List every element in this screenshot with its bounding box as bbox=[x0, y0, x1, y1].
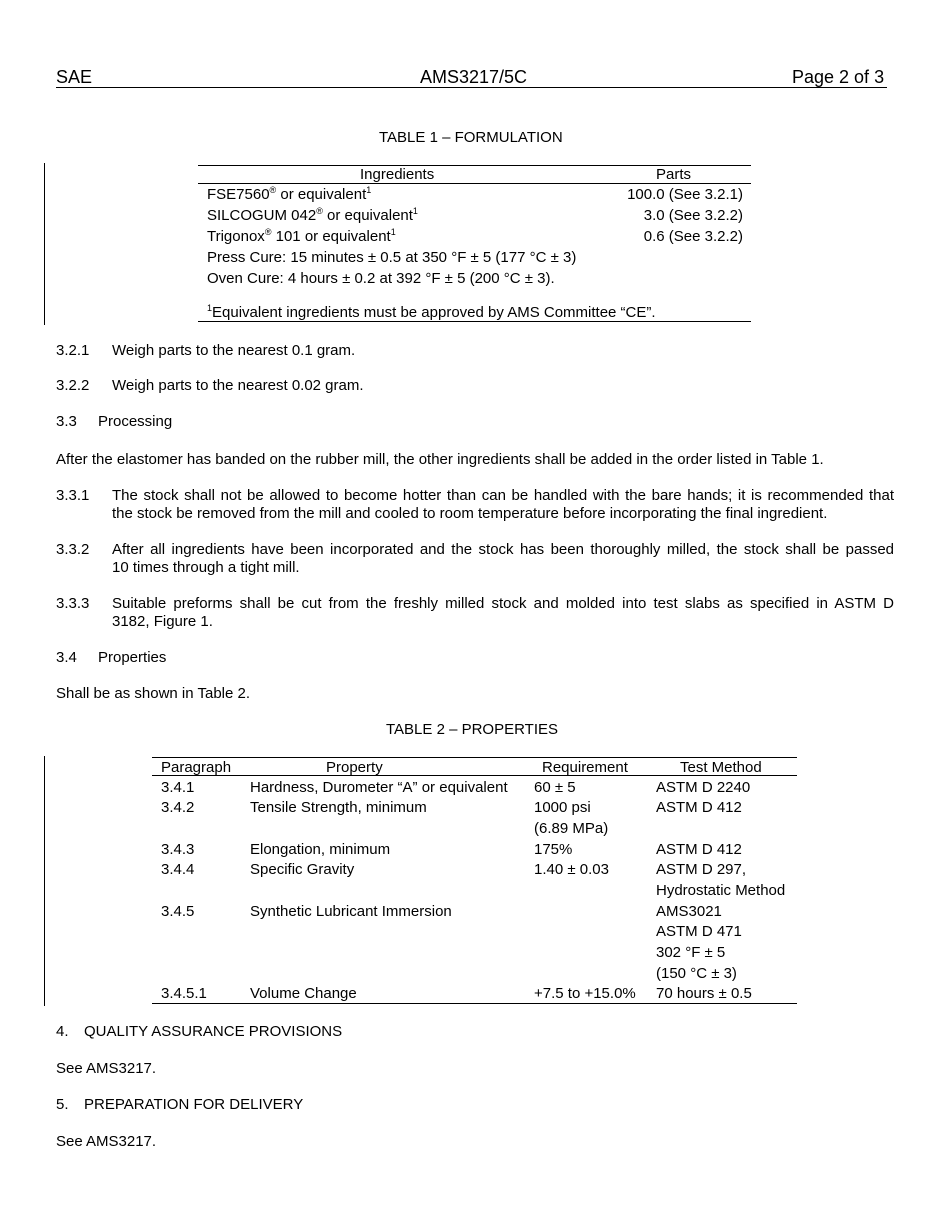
section-number: 3.3.2 bbox=[56, 541, 90, 558]
table1-header-ingredients: Ingredients bbox=[360, 166, 435, 183]
section-body: Shall be as shown in Table 2. bbox=[56, 685, 251, 702]
table1-row-ingredient: Trigonox® 101 or equivalent$^1$ bbox=[207, 227, 396, 245]
table2-cell-property: Hardness, Durometer “A” or equivalent bbox=[250, 779, 508, 796]
table2-cell-test-method: 302 °F ± 5 bbox=[656, 944, 726, 961]
table2-title: TABLE 2 – PROPERTIES bbox=[386, 721, 559, 738]
table2-cell-test-method: AMS3021 bbox=[656, 903, 722, 920]
table2-cell-paragraph: 3.4.4 bbox=[161, 861, 195, 878]
table2-header-rule bbox=[152, 775, 797, 776]
section-heading: Processing bbox=[98, 413, 173, 430]
table2-cell-property: Specific Gravity bbox=[250, 861, 355, 878]
table2-cell-test-method: ASTM D 412 bbox=[656, 799, 742, 816]
table2-cell-property: Tensile Strength, minimum bbox=[250, 799, 427, 816]
section-text-line: After all ingredients have been incorporated and the stock has been thoroughly milled, the stock shall be passed bbox=[112, 541, 894, 558]
header-page-number: Page 2 of 3 bbox=[792, 67, 885, 87]
section-body: After the elastomer has banded on the rubber mill, the other ingredients shall be added in the order listed in Table 1. bbox=[56, 451, 824, 468]
table1-footnote: $^1$Equivalent ingredients must be approved by AMS Committee “CE”. bbox=[207, 303, 656, 321]
table2-cell-requirement: 1.40 ± 0.03 bbox=[534, 861, 609, 878]
section-text-line: Suitable preforms shall be cut from the freshly milled stock and molded into test slabs as specified in ASTM D bbox=[112, 595, 894, 612]
table1-row-ingredient: SILCOGUM 042® or equivalent$^1$ bbox=[207, 206, 418, 224]
section-text: Weigh parts to the nearest 0.1 gram. bbox=[112, 342, 356, 359]
section-heading: PREPARATION FOR DELIVERY bbox=[84, 1096, 304, 1113]
table2-header-test-method: Test Method bbox=[680, 759, 762, 776]
table2-bottom-rule bbox=[152, 1003, 797, 1004]
section-number: 3.3 bbox=[56, 413, 77, 430]
header-rule bbox=[56, 87, 887, 88]
header-document-number: AMS3217/5C bbox=[420, 67, 528, 87]
table2-cell-test-method: (150 °C ± 3) bbox=[656, 965, 737, 982]
section-number: 3.2.2 bbox=[56, 377, 90, 394]
table1-header-parts: Parts bbox=[656, 166, 692, 183]
section-number: 5. bbox=[56, 1096, 69, 1113]
section-body: See AMS3217. bbox=[56, 1133, 157, 1150]
section-number: 3.3.3 bbox=[56, 595, 90, 612]
table1-press-cure: Press Cure: 15 minutes ± 0.5 at 350 °F ± 5 (177 °C ± 3) bbox=[207, 249, 577, 266]
section-number: 4. bbox=[56, 1023, 69, 1040]
change-bar-table1 bbox=[44, 163, 45, 325]
table1-oven-cure: Oven Cure: 4 hours ± 0.2 at 392 °F ± 5 (200 °C ± 3). bbox=[207, 270, 555, 287]
table2-cell-test-method: Hydrostatic Method bbox=[656, 882, 786, 899]
table1-row-parts: 3.0 (See 3.2.2) bbox=[643, 207, 743, 224]
section-number: 3.3.1 bbox=[56, 487, 90, 504]
table2-cell-test-method: 70 hours ± 0.5 bbox=[656, 985, 752, 1002]
table1-row-ingredient: FSE7560® or equivalent$^1$ bbox=[207, 185, 372, 203]
header-left: SAE bbox=[56, 67, 93, 87]
table2-cell-property: Synthetic Lubricant Immersion bbox=[250, 903, 452, 920]
section-text: Weigh parts to the nearest 0.02 gram. bbox=[112, 377, 364, 394]
table2-header-property: Property bbox=[326, 759, 383, 776]
section-number: 3.2.1 bbox=[56, 342, 90, 359]
table2-cell-requirement: 1000 psi bbox=[534, 799, 591, 816]
table2-cell-paragraph: 3.4.5.1 bbox=[161, 985, 207, 1002]
table2-header-requirement: Requirement bbox=[542, 759, 628, 776]
table2-cell-test-method: ASTM D 297, bbox=[656, 861, 747, 878]
change-bar-table2 bbox=[44, 756, 45, 1006]
table2-cell-test-method: ASTM D 412 bbox=[656, 841, 742, 858]
table2-cell-test-method: ASTM D 471 bbox=[656, 923, 742, 940]
section-heading: QUALITY ASSURANCE PROVISIONS bbox=[84, 1023, 343, 1040]
table2-cell-property: Elongation, minimum bbox=[250, 841, 391, 858]
table2-top-rule bbox=[152, 757, 797, 758]
table2-cell-paragraph: 3.4.5 bbox=[161, 903, 195, 920]
table1-header-rule bbox=[198, 183, 751, 184]
table2-cell-test-method: ASTM D 2240 bbox=[656, 779, 751, 796]
section-text-line: the stock be removed from the mill and cooled to room temperature before incorporating the final ingredient. bbox=[112, 505, 828, 522]
section-heading: Properties bbox=[98, 649, 167, 666]
table2-cell-paragraph: 3.4.3 bbox=[161, 841, 195, 858]
section-text-line: 10 times through a tight mill. bbox=[112, 559, 300, 576]
table2-cell-requirement: (6.89 MPa) bbox=[534, 820, 609, 837]
table2-cell-requirement: +7.5 to +15.0% bbox=[534, 985, 636, 1002]
table2-cell-requirement: 175% bbox=[534, 841, 573, 858]
section-text-line: The stock shall not be allowed to become hotter than can be handled with the bare hands; it is recommended that bbox=[112, 487, 894, 504]
table2-header-paragraph: Paragraph bbox=[161, 759, 232, 776]
table2-cell-paragraph: 3.4.1 bbox=[161, 779, 195, 796]
table2-cell-property: Volume Change bbox=[250, 985, 357, 1002]
section-number: 3.4 bbox=[56, 649, 77, 666]
section-body: See AMS3217. bbox=[56, 1060, 157, 1077]
table1-row-parts: 0.6 (See 3.2.2) bbox=[643, 228, 743, 245]
table1-title: TABLE 1 – FORMULATION bbox=[379, 129, 563, 146]
section-text-line: 3182, Figure 1. bbox=[112, 613, 213, 630]
table1-bottom-rule bbox=[198, 321, 751, 322]
table2-cell-paragraph: 3.4.2 bbox=[161, 799, 195, 816]
table1-row-parts: 100.0 (See 3.2.1) bbox=[627, 186, 743, 203]
table2-cell-requirement: 60 ± 5 bbox=[534, 779, 576, 796]
